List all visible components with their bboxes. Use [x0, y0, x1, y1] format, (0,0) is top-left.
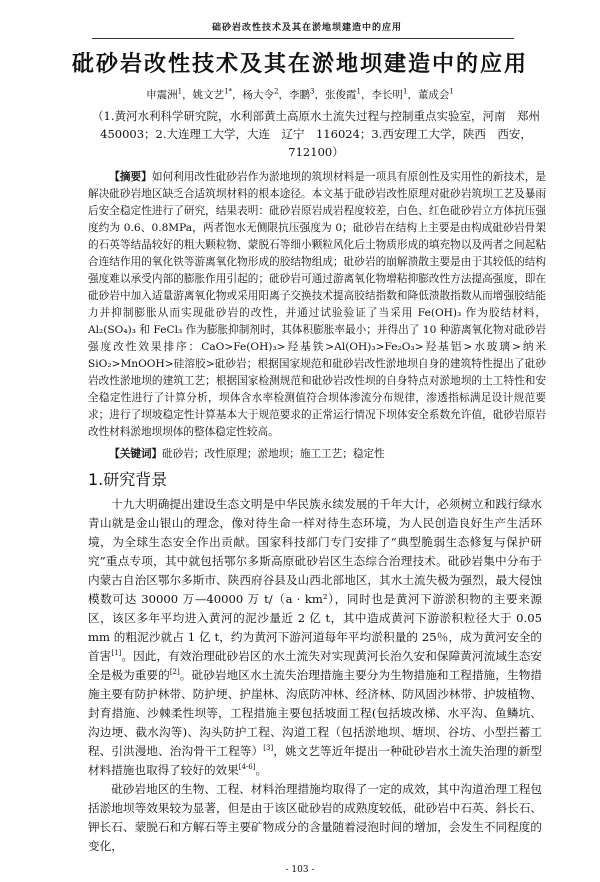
citation: [2]	[169, 668, 180, 677]
author: 申震洲$^1$	[146, 87, 183, 101]
author: 董成会$^1$	[417, 87, 454, 101]
abstract-label: 【摘要】	[109, 171, 152, 183]
header-rule	[92, 38, 514, 39]
paragraph	[88, 495, 542, 780]
paragraph-text: 。砒砂岩地区水土流失治理措施主要分为生物措施和工程措施，生物措施主要有防护林带、防护埂、护崖林、沟底防冲林、经济林、防风固沙林带、护坡植物、封育措施、沙棘柔性坝等，工程措施主要包括坡面工程(包括坡改梯、水平沟、鱼鳞坑、沟边埂、截水沟等)、沟头防护工程、沟道工程（包括淤地坝、塘坝、谷坊、小型拦蓄工程、引洪漫地、治沟骨干工程等）	[88, 668, 542, 758]
abstract	[88, 169, 546, 441]
author-list: 申震洲$^1$，姚文艺$^{1*}$，杨大令$^2$，李鹏$^3$，张俊霞$^1$，李长明$^1$，董成会$^1$	[146, 87, 454, 101]
author-affiliation-mark: 1	[449, 87, 454, 96]
body-text	[88, 495, 542, 856]
citation: [4-6]	[238, 763, 256, 772]
citation: [1]	[111, 649, 122, 658]
paragraph-text: 。	[255, 763, 268, 777]
author: 李长明$^1$	[371, 87, 408, 101]
paper-title: 砒砂岩改性技术及其在淤地坝建造中的应用	[71, 52, 528, 77]
affiliations: （1.黄河水利科学研究院，水利部黄土高原水土流失过程与控制重点实验室，河南 郑州 450003；2.大连理工大学，大连 辽宁 116024；3.西安理工大学，陕西 西安，712100）	[92, 109, 540, 159]
author: 姚文艺$^{1*}$	[192, 87, 233, 101]
abstract-text: 如何利用改性砒砂岩作为淤地坝的筑坝材料是一项具有原创性及实用性的新技术，是解决砒砂岩地区缺乏合适筑坝材料的根本途径。本文基于砒砂岩改性原理对砒砂岩筑坝工艺及暴雨后安全稳定性进行了研究，结果表明：砒砂岩原岩成岩程度较差，白色、红色砒砂岩立方体抗压强度约为 0.6、0.8MPa，两者饱水无侧限抗压强度为 0；砒砂岩在结构上主要是由构成砒砂岩骨架的石英等结晶较好的粗大颗粒物、蒙脱石等细小颗粒风化后土物质形成的填充物以及两者之间起粘合连结作用的氧化铁等游离氧化物形成的胶结物组成；砒砂岩的崩解溃散主要是由于其较低的结构强度难以承受内部的膨胀作用引起的；砒砂岩可通过游离氧化物增粘抑膨改性方法提高强度，即在砒砂岩中加入适量游离氧化物或采用阳离子交换技术提高胶结指数和降低溃散指数从而增强胶结能力并抑制膨胀从而实现砒砂岩的改性，并通过试验验证了当采用 Fe(OH)₃ 作为胶结材料，Al₂(SO₄)₃ 和 FeCl₃ 作为膨胀抑制剂时，其体积膨胀率最小；并得出了 10 种游离氧化物对砒砂岩强度改性效果排序：CaO>Fe(OH)₃>羟基铁>Al(OH)₃>Fe₂O₃>羟基铝>水玻璃>纳米SiO₂>MnOOH>硅溶胶>砒砂岩；根据国家规范和砒砂岩改性淤地坝自身的建筑特性提出了砒砂岩改性淤地坝的建筑工艺；根据国家检测规范和砒砂岩改性坝的自身特点对淤地坝的土工特性和安全稳定性进行了计算分析，坝体含水率检测值符合坝体渗流分布规律，渗透指标满足设计规范要求；进行了坝坡稳定性计算基本大于规范要求的正常运行情况下坝体安全系数允许值，砒砂岩原岩改性材料淤地坝坝体的整体稳定性较高。	[88, 171, 546, 438]
author-affiliation-mark: 3	[310, 87, 315, 96]
author-affiliation-mark: 1*	[224, 87, 233, 96]
author-affiliation-mark: 2	[274, 87, 279, 96]
author: 李鹏$^3$	[289, 87, 315, 101]
author-affiliation-mark: 1	[356, 87, 361, 96]
keywords-label: 【关键词】	[109, 448, 163, 460]
keywords-text: 砒砂岩；改性原理；淤地坝；施工工艺；稳定性	[162, 448, 385, 460]
keywords	[88, 446, 546, 463]
section-heading: 1.研究背景	[88, 470, 168, 489]
running-head: 础砂岩改性技术及其在淤地坝建造中的应用	[211, 23, 402, 33]
author: 张俊霞$^1$	[324, 87, 361, 101]
page-number: - 103 -	[285, 865, 315, 875]
paragraph-text: 砒砂岩地区的生物、工程、材料治理措施均取得了一定的成效，其中沟道治理工程包括淤地坝等效果较为显著，但是由于该区砒砂岩的成熟度较低，砒砂岩中石英、斜长石、钾长石、蒙脱石和方解石等主要矿物成分的含量随着浸泡时间的增加，会发生不同程度的变化，	[88, 782, 542, 853]
citation: [3]	[263, 744, 274, 753]
author-affiliation-mark: 1	[177, 87, 183, 96]
paragraph-text: ，姚文艺等近年提出一种砒砂岩水土流失治理的新型材料措施也取得了较好的效果	[88, 744, 542, 777]
author: 杨大令$^2$	[242, 87, 279, 101]
paragraph	[88, 780, 542, 856]
paragraph-text: 十九大明确提出建设生态文明是中华民族永续发展的千年大计，必须树立和践行绿水青山就是金山银山的理念，像对待生命一样对待生态环境，为人民创造良好生产生活环境，为全球生态安全作出贡献。国家科技部门专门安排了“典型脆弱生态修复与保护研究”重点专项，其中就包括鄂尔多斯高原砒砂岩区生态综合治理技术。砒砂岩集中分布于内蒙古自治区鄂尔多斯市、陕西府谷县及山西北部地区，其水土流失极为强烈，最大侵蚀模数可达 30000 万—40000 万 t/（a · km²），同时也是黄河下游淤积物的主要来源区，该区多年平均进入黄河的泥沙量近 2 亿 t，其中造成黄河下游淤积粒径大于 0.05 mm 的粗泥沙就占 1 亿 t，约为黄河下游河道每年平均淤积量的 25％，成为黄河安全的首害	[88, 497, 542, 663]
paragraph-text: 。因此，有效治理砒砂岩区的水土流失对实现黄河长治久安和保障黄河流域生态安全是极为重要的	[88, 649, 542, 682]
author-affiliation-mark: 1	[402, 87, 408, 96]
